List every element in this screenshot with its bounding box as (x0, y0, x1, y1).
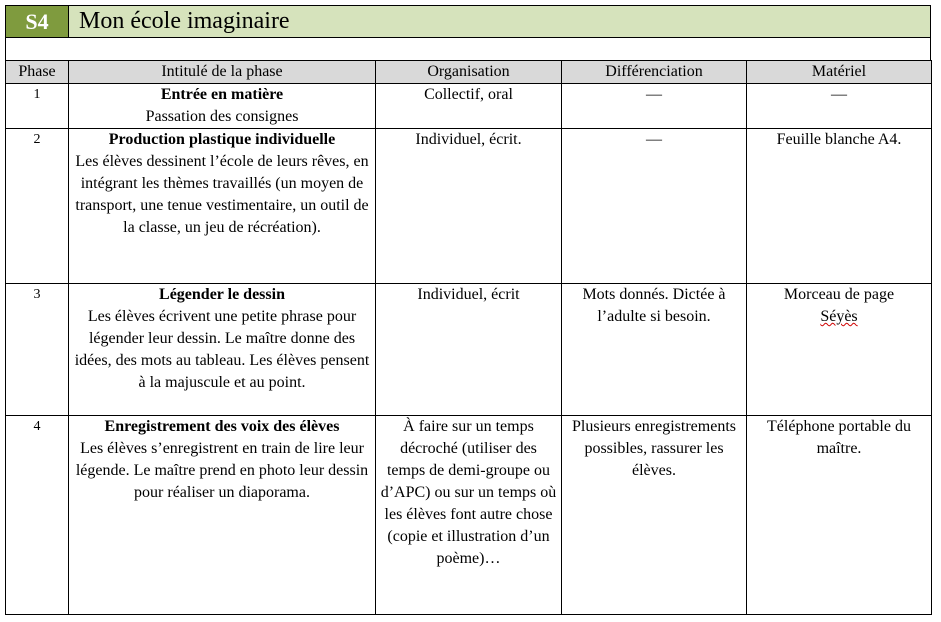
table-row (6, 284, 932, 416)
materiel-text: Morceau de page (783, 286, 895, 303)
materiel-text: — (831, 86, 847, 103)
phase-description: Les élèves s’enregistrent en train de lire leur légende. Le maître prend en photo leur dessin pour réaliser un diaporama. (75, 440, 369, 501)
phase-title: Enregistrement des voix des élèves (104, 418, 340, 435)
phase-differenciation: Mots donnés. Dictée à l’adulte si besoin. (562, 284, 747, 416)
column-header-differenciation: Différenciation (562, 61, 747, 84)
phase-title: Légender le dessin (159, 286, 285, 303)
phase-organisation: Individuel, écrit. (376, 129, 562, 284)
phase-description: Passation des consignes (145, 108, 299, 125)
phase-intitule (69, 284, 376, 416)
lesson-table (5, 60, 932, 615)
phase-intitule (69, 416, 376, 615)
phase-description: Les élèves dessinent l’école de leurs rêves, en intégrant les thèmes travaillés (un moyen de transport, une tenue vestimentaire, un outil de la classe, un jeu de récréation). (75, 153, 369, 236)
materiel-text: Feuille blanche A4. (776, 131, 902, 148)
phase-differenciation: — (562, 84, 747, 129)
session-header (5, 5, 931, 38)
table-row (6, 84, 932, 129)
blank-row (5, 37, 931, 61)
phase-title: Entrée en matière (160, 86, 284, 103)
table-row (6, 129, 932, 284)
materiel-underlined-word: Séyès (820, 308, 858, 325)
phase-organisation: Collectif, oral (376, 84, 562, 129)
phase-number: 4 (6, 416, 69, 615)
phase-intitule (69, 129, 376, 284)
column-header-materiel: Matériel (747, 61, 932, 84)
phase-materiel (747, 284, 932, 416)
phase-number: 1 (6, 84, 69, 129)
phase-materiel (747, 84, 932, 129)
table-header-row (6, 61, 932, 84)
phase-materiel (747, 129, 932, 284)
phase-title: Production plastique individuelle (108, 131, 336, 148)
phase-differenciation: — (562, 129, 747, 284)
phase-differenciation: Plusieurs enregistrements possibles, rassurer les élèves. (562, 416, 747, 615)
phase-description: Les élèves écrivent une petite phrase pour légender leur dessin. Le maître donne des idées, des mots au tableau. Les élèves pensent à la majuscule et au point. (74, 308, 370, 391)
phase-organisation: À faire sur un temps décroché (utiliser des temps de demi-groupe ou d’APC) ou sur un temps où les élèves font autre chose (copie et illustration d’un poème)… (376, 416, 562, 615)
materiel-text: Téléphone portable du maître. (767, 418, 911, 457)
session-badge: S4 (6, 6, 69, 37)
phase-materiel (747, 416, 932, 615)
phase-intitule (69, 84, 376, 129)
column-header-phase: Phase (6, 61, 69, 84)
column-header-organisation: Organisation (376, 61, 562, 84)
column-header-intitule: Intitulé de la phase (69, 61, 376, 84)
phase-number: 2 (6, 129, 69, 284)
session-title: Mon école imaginaire (69, 6, 930, 37)
phase-organisation: Individuel, écrit (376, 284, 562, 416)
table-row (6, 416, 932, 615)
phase-number: 3 (6, 284, 69, 416)
